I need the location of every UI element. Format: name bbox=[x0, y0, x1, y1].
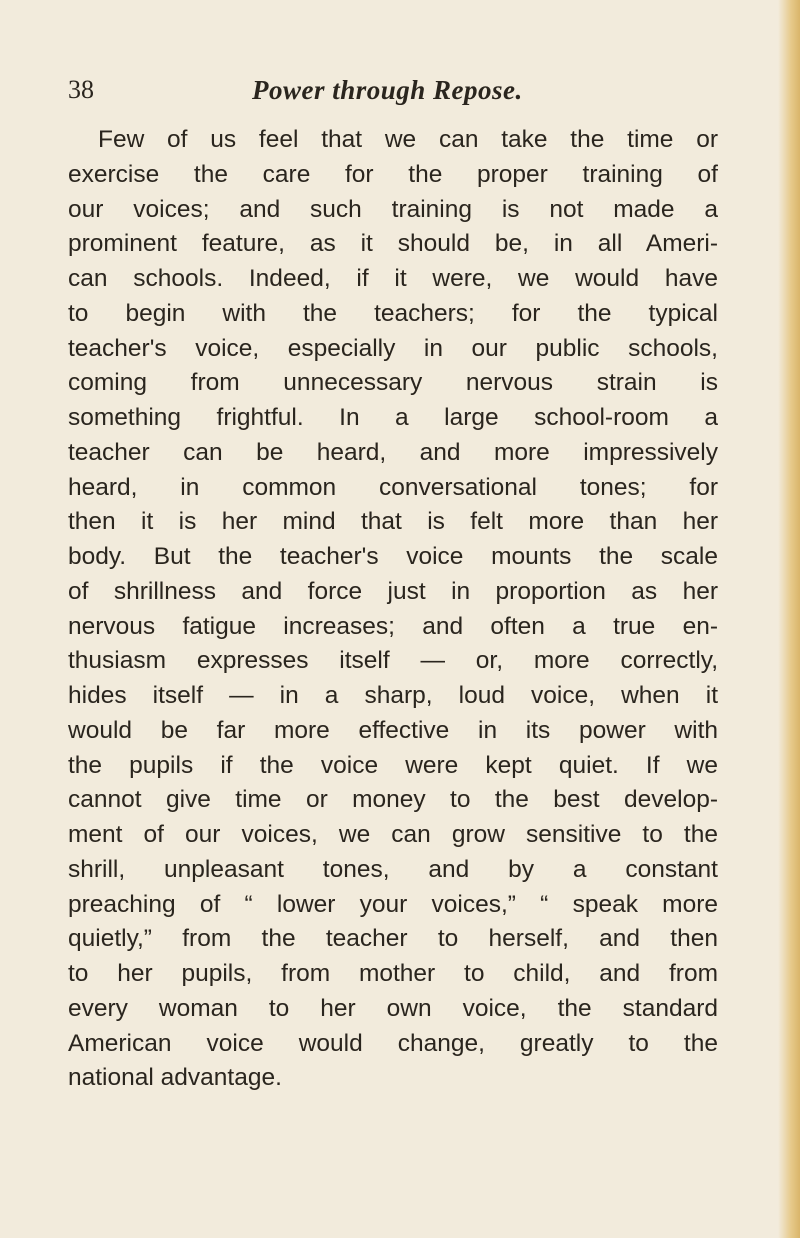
text-line: teacher can be heard, and more impressively bbox=[68, 438, 718, 466]
text-line: the pupils if the voice were kept quiet. If we bbox=[68, 751, 718, 779]
running-head bbox=[68, 70, 728, 110]
text-line: teacher's voice, especially in our public schools, bbox=[68, 334, 718, 362]
text-line: of shrillness and force just in proportion as her bbox=[68, 577, 718, 605]
text-line: every woman to her own voice, the standard bbox=[68, 994, 718, 1022]
text-line: hides itself — in a sharp, loud voice, when it bbox=[68, 682, 718, 709]
text-line: coming from unnecessary nervous strain is bbox=[68, 369, 718, 397]
text-line: our voices; and such training is not made a bbox=[68, 195, 718, 223]
text-line: can schools. Indeed, if it were, we would have bbox=[68, 265, 718, 292]
text-line: quietly,” from the teacher to herself, and then bbox=[68, 925, 718, 953]
text-line: shrill, unpleasant tones, and by a constant bbox=[68, 855, 718, 883]
text-line: nervous fatigue increases; and often a true en- bbox=[68, 612, 718, 640]
text-line: exercise the care for the proper training of bbox=[68, 160, 718, 188]
text-line: national advantage. bbox=[68, 1064, 282, 1092]
page-number: 38 bbox=[68, 75, 94, 104]
text-line: prominent feature, as it should be, in all Ameri- bbox=[68, 230, 718, 258]
text-line: ment of our voices, we can grow sensitive to the bbox=[68, 821, 718, 848]
text-line: to begin with the teachers; for the typical bbox=[68, 299, 718, 327]
text-line: thusiasm expresses itself — or, more correctly, bbox=[68, 647, 718, 675]
text-line: American voice would change, greatly to the bbox=[68, 1029, 718, 1057]
text-line: preaching of “ lower your voices,” “ speak more bbox=[68, 890, 718, 918]
running-title: Power through Repose. bbox=[252, 75, 523, 105]
text-line: then it is her mind that is felt more than her bbox=[68, 508, 718, 536]
text-line: something frightful. In a large school-room a bbox=[68, 404, 718, 431]
text-line: cannot give time or money to the best develop- bbox=[68, 786, 718, 814]
text-line: Few of us feel that we can take the time or bbox=[98, 126, 718, 153]
text-line: heard, in common conversational tones; for bbox=[68, 473, 718, 501]
page-edge bbox=[778, 0, 800, 1238]
text-line: to her pupils, from mother to child, and from bbox=[68, 960, 718, 987]
body-paragraph bbox=[68, 123, 718, 1096]
text-line: would be far more effective in its power with bbox=[68, 716, 718, 744]
text-line: body. But the teacher's voice mounts the scale bbox=[68, 543, 718, 570]
